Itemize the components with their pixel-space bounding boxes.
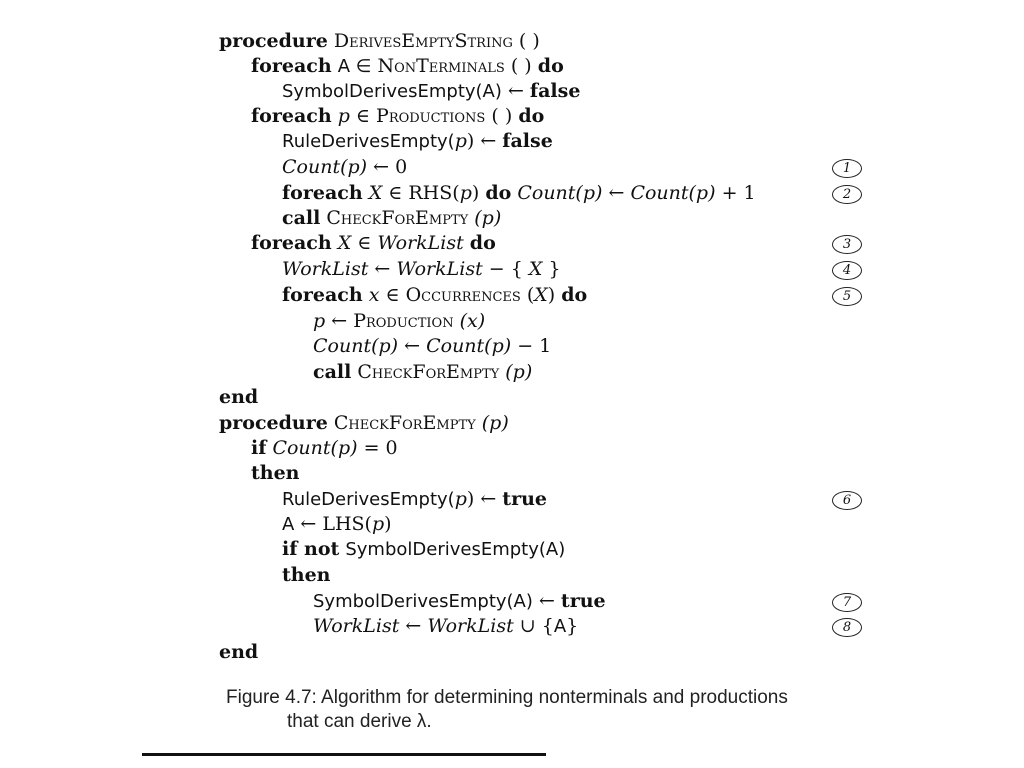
line-marker: 1	[832, 159, 862, 178]
algorithm-line: WorkList ← WorkList ∪ {A}	[313, 615, 579, 637]
line-marker: 5	[832, 287, 862, 306]
algorithm-line: if Count(p) = 0	[251, 437, 398, 459]
algorithm-line: WorkList ← WorkList − { X }	[282, 258, 561, 280]
algorithm-line: RuleDerivesEmpty(p) ← false	[282, 130, 553, 152]
algorithm-line: foreach x ∈ Occurrences (X) do	[282, 284, 588, 306]
algorithm-line: Count(p) ← Count(p) − 1	[313, 335, 552, 357]
figure-caption	[226, 686, 788, 734]
algorithm-line: call CheckForEmpty (p)	[282, 207, 502, 229]
algorithm-line: procedure DerivesEmptyString ( )	[219, 30, 540, 52]
algorithm-line: A ← LHS(p)	[282, 513, 392, 535]
algorithm-line: p ← Production (x)	[313, 310, 486, 332]
caption-line-2: that can derive λ.	[287, 711, 432, 732]
algorithm-line: then	[251, 462, 300, 484]
algorithm-line: procedure CheckForEmpty (p)	[219, 412, 509, 434]
algorithm-line: then	[282, 564, 331, 586]
algorithm-line: foreach p ∈ Productions ( ) do	[251, 105, 545, 127]
algorithm-line: foreach X ∈ RHS(p) do Count(p) ← Count(p) + 1	[282, 182, 756, 204]
caption-line-1: Figure 4.7: Algorithm for determining nonterminals and productions	[226, 687, 788, 708]
algorithm-line: call CheckForEmpty (p)	[313, 361, 533, 383]
algorithm-line: foreach A ∈ NonTerminals ( ) do	[251, 55, 564, 77]
line-marker: 7	[832, 593, 862, 612]
algorithm-line: SymbolDerivesEmpty(A) ← false	[282, 80, 581, 102]
algorithm-line: if not SymbolDerivesEmpty(A)	[282, 538, 566, 560]
horizontal-rule	[142, 753, 546, 756]
algorithm-line: end	[219, 386, 259, 408]
algorithm-line: RuleDerivesEmpty(p) ← true	[282, 488, 547, 510]
algorithm-line: end	[219, 641, 259, 663]
line-marker: 2	[832, 185, 862, 204]
algorithm-line: Count(p) ← 0	[282, 156, 408, 178]
algorithm-line: foreach X ∈ WorkList do	[251, 232, 496, 254]
line-marker: 3	[832, 235, 862, 254]
line-marker: 4	[832, 261, 862, 280]
line-marker: 8	[832, 618, 862, 637]
line-marker: 6	[832, 491, 862, 510]
algorithm-line: SymbolDerivesEmpty(A) ← true	[313, 590, 606, 612]
